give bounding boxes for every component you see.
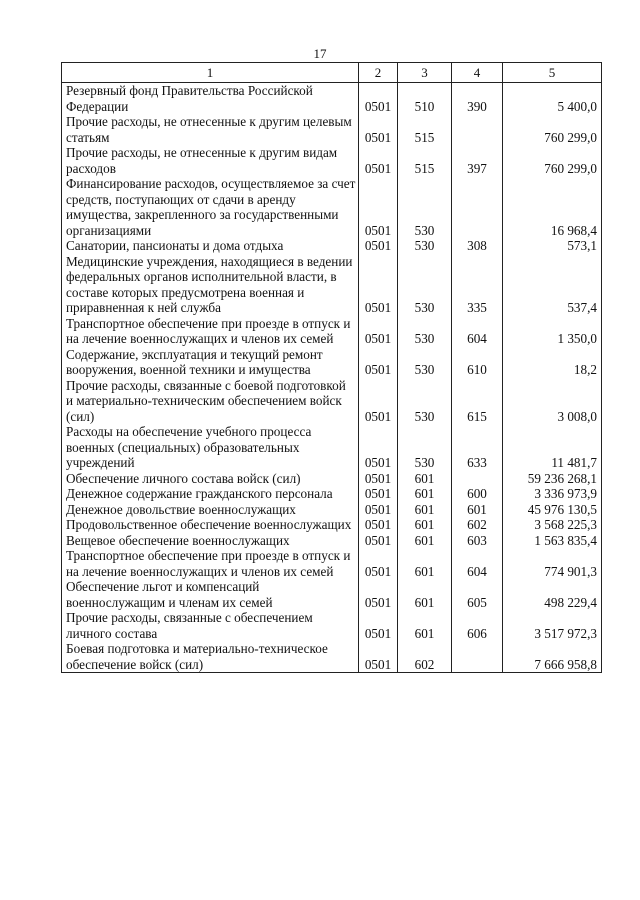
row-name: Расходы на обеспечение учебного процесса военных (специальных) образовательных учреждений — [62, 424, 359, 471]
row-name: Вещевое обеспечение военнослужащих — [62, 533, 359, 549]
column-header-target: 3 — [398, 63, 452, 83]
table-body — [62, 83, 602, 673]
column-header-amount: 5 — [503, 63, 602, 83]
row-section-code: 0501 — [359, 424, 398, 471]
row-target-code: 601 — [398, 517, 452, 533]
row-name: Продовольственное обеспечение военнослужащих — [62, 517, 359, 533]
row-name: Транспортное обеспечение при проезде в отпуск и на лечение военнослужащих и членов их семей — [62, 548, 359, 579]
row-amount: 3 568 225,3 — [503, 517, 602, 533]
row-expense-code — [452, 114, 503, 145]
table-row — [62, 502, 602, 518]
row-target-code: 602 — [398, 641, 452, 673]
row-section-code: 0501 — [359, 579, 398, 610]
row-expense-code: 601 — [452, 502, 503, 518]
row-section-code: 0501 — [359, 83, 398, 115]
row-target-code: 515 — [398, 145, 452, 176]
table-row — [62, 424, 602, 471]
row-target-code: 515 — [398, 114, 452, 145]
row-target-code: 530 — [398, 176, 452, 238]
row-name: Денежное довольствие военнослужащих — [62, 502, 359, 518]
table-row — [62, 517, 602, 533]
table-row — [62, 548, 602, 579]
row-name: Содержание, эксплуатация и текущий ремонт вооружения, военной техники и имущества — [62, 347, 359, 378]
table-row — [62, 114, 602, 145]
row-name: Прочие расходы, связанные с обеспечением личного состава — [62, 610, 359, 641]
table-row — [62, 610, 602, 641]
row-amount: 3 336 973,9 — [503, 486, 602, 502]
row-amount: 537,4 — [503, 254, 602, 316]
row-name: Прочие расходы, связанные с боевой подготовкой и материально-техническим обеспечением войск (сил) — [62, 378, 359, 425]
row-section-code: 0501 — [359, 316, 398, 347]
row-amount: 18,2 — [503, 347, 602, 378]
row-expense-code: 605 — [452, 579, 503, 610]
row-expense-code: 603 — [452, 533, 503, 549]
row-amount: 45 976 130,5 — [503, 502, 602, 518]
row-amount: 59 236 268,1 — [503, 471, 602, 487]
column-header-name: 1 — [62, 63, 359, 83]
row-section-code: 0501 — [359, 548, 398, 579]
row-name: Обеспечение льгот и компенсаций военнослужащим и членам их семей — [62, 579, 359, 610]
row-target-code: 601 — [398, 471, 452, 487]
row-amount: 1 350,0 — [503, 316, 602, 347]
table-row — [62, 254, 602, 316]
row-expense-code: 397 — [452, 145, 503, 176]
row-target-code: 601 — [398, 486, 452, 502]
row-section-code: 0501 — [359, 347, 398, 378]
row-expense-code: 308 — [452, 238, 503, 254]
row-target-code: 530 — [398, 316, 452, 347]
column-header-section: 2 — [359, 63, 398, 83]
row-amount: 7 666 958,8 — [503, 641, 602, 673]
row-section-code: 0501 — [359, 114, 398, 145]
row-section-code: 0501 — [359, 517, 398, 533]
row-section-code: 0501 — [359, 471, 398, 487]
table-row — [62, 316, 602, 347]
row-amount: 3 008,0 — [503, 378, 602, 425]
row-section-code: 0501 — [359, 486, 398, 502]
row-name: Обеспечение личного состава войск (сил) — [62, 471, 359, 487]
budget-table — [61, 62, 602, 673]
table-header-row — [62, 63, 602, 83]
row-amount: 760 299,0 — [503, 114, 602, 145]
row-expense-code: 615 — [452, 378, 503, 425]
table-row — [62, 145, 602, 176]
row-section-code: 0501 — [359, 502, 398, 518]
table-row — [62, 471, 602, 487]
row-section-code: 0501 — [359, 238, 398, 254]
row-target-code: 601 — [398, 548, 452, 579]
row-amount: 3 517 972,3 — [503, 610, 602, 641]
table-row — [62, 176, 602, 238]
table-row — [62, 83, 602, 115]
row-expense-code — [452, 641, 503, 673]
row-amount: 11 481,7 — [503, 424, 602, 471]
row-expense-code — [452, 471, 503, 487]
row-name: Транспортное обеспечение при проезде в отпуск и на лечение военнослужащих и членов их семей — [62, 316, 359, 347]
row-target-code: 530 — [398, 254, 452, 316]
row-amount: 16 968,4 — [503, 176, 602, 238]
row-section-code: 0501 — [359, 145, 398, 176]
table-row — [62, 238, 602, 254]
row-expense-code — [452, 176, 503, 238]
row-name: Прочие расходы, не отнесенные к другим видам расходов — [62, 145, 359, 176]
row-target-code: 530 — [398, 347, 452, 378]
row-expense-code: 600 — [452, 486, 503, 502]
row-expense-code: 602 — [452, 517, 503, 533]
row-expense-code: 606 — [452, 610, 503, 641]
row-amount: 498 229,4 — [503, 579, 602, 610]
row-name: Финансирование расходов, осуществляемое за счет средств, поступающих от сдачи в аренду имущества, закрепленного за государственными организациями — [62, 176, 359, 238]
row-section-code: 0501 — [359, 254, 398, 316]
table-row — [62, 641, 602, 673]
row-expense-code: 604 — [452, 548, 503, 579]
row-section-code: 0501 — [359, 378, 398, 425]
row-target-code: 510 — [398, 83, 452, 115]
row-section-code: 0501 — [359, 533, 398, 549]
row-expense-code: 610 — [452, 347, 503, 378]
column-header-expense-type: 4 — [452, 63, 503, 83]
table-row — [62, 533, 602, 549]
row-section-code: 0501 — [359, 176, 398, 238]
row-amount: 5 400,0 — [503, 83, 602, 115]
row-section-code: 0501 — [359, 641, 398, 673]
row-amount: 760 299,0 — [503, 145, 602, 176]
row-expense-code: 335 — [452, 254, 503, 316]
row-name: Боевая подготовка и материально-техническое обеспечение войск (сил) — [62, 641, 359, 673]
row-expense-code: 604 — [452, 316, 503, 347]
row-target-code: 530 — [398, 238, 452, 254]
row-target-code: 530 — [398, 424, 452, 471]
row-expense-code: 390 — [452, 83, 503, 115]
page-number: 17 — [313, 46, 327, 61]
row-target-code: 601 — [398, 533, 452, 549]
table-row — [62, 579, 602, 610]
row-name: Денежное содержание гражданского персонала — [62, 486, 359, 502]
row-name: Прочие расходы, не отнесенные к другим целевым статьям — [62, 114, 359, 145]
table-row — [62, 347, 602, 378]
row-amount: 774 901,3 — [503, 548, 602, 579]
table-row — [62, 486, 602, 502]
row-target-code: 530 — [398, 378, 452, 425]
row-section-code: 0501 — [359, 610, 398, 641]
row-target-code: 601 — [398, 502, 452, 518]
row-amount: 573,1 — [503, 238, 602, 254]
row-expense-code: 633 — [452, 424, 503, 471]
row-name: Санатории, пансионаты и дома отдыха — [62, 238, 359, 254]
row-amount: 1 563 835,4 — [503, 533, 602, 549]
row-name: Медицинские учреждения, находящиеся в ведении федеральных органов исполнительной власти, в составе которых предусмотрена военная и приравненная к ней служба — [62, 254, 359, 316]
table-row — [62, 378, 602, 425]
row-target-code: 601 — [398, 610, 452, 641]
row-name: Резервный фонд Правительства Российской Федерации — [62, 83, 359, 115]
row-target-code: 601 — [398, 579, 452, 610]
